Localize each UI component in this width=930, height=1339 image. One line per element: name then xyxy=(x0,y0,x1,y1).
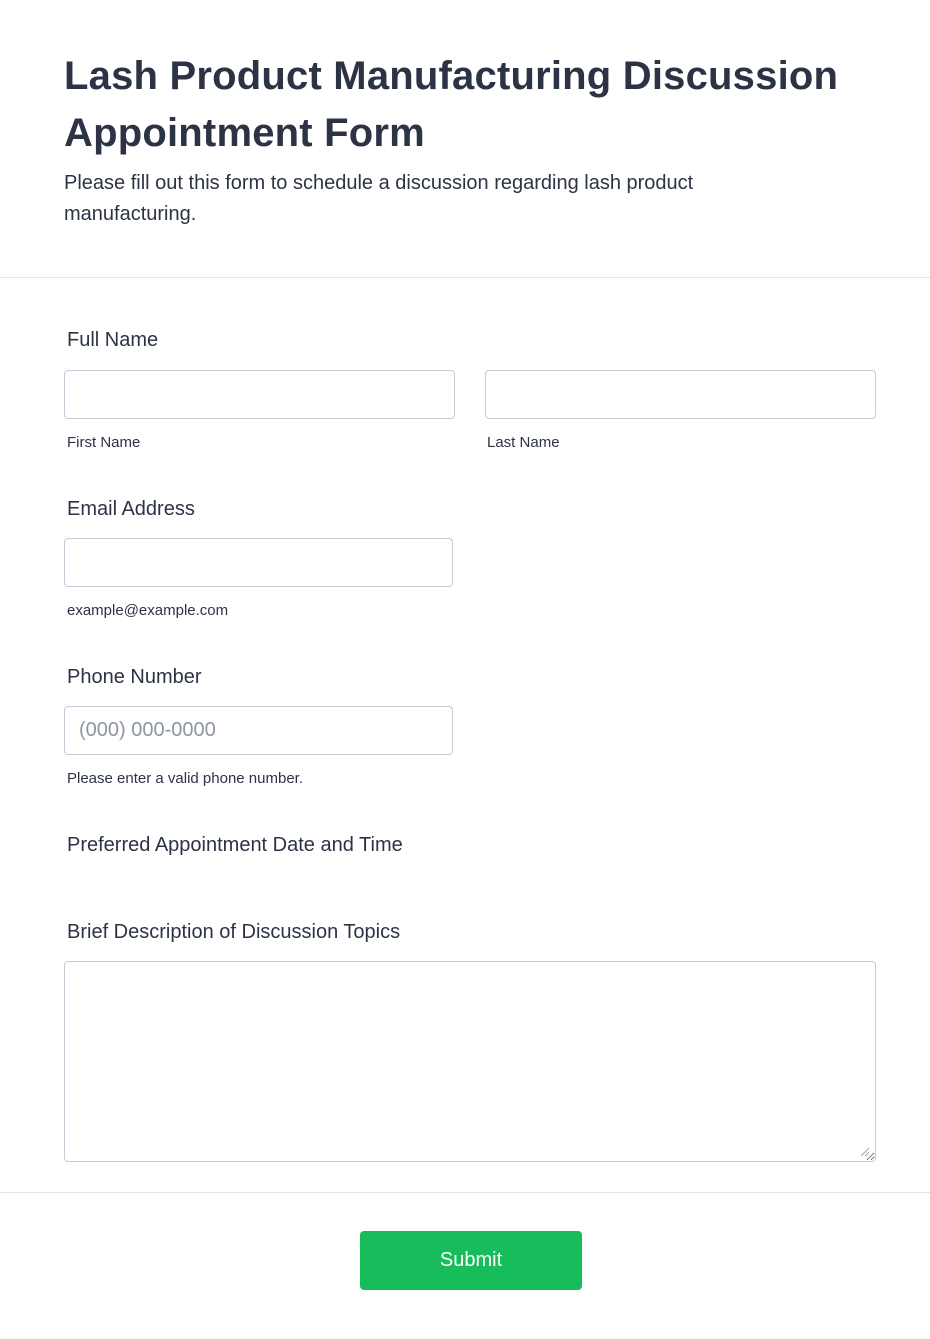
email-sublabel: example@example.com xyxy=(67,602,229,619)
description-textarea[interactable] xyxy=(64,961,876,1162)
form-header xyxy=(64,48,864,230)
phone-label: Phone Number xyxy=(67,666,202,688)
form-subtitle: Please fill out this form to schedule a discussion regarding lash product manufacturing. xyxy=(64,172,694,225)
header-divider xyxy=(0,277,930,278)
last-name-input[interactable] xyxy=(485,370,876,419)
last-name-sublabel: Last Name xyxy=(487,434,560,451)
phone-sublabel: Please enter a valid phone number. xyxy=(67,770,303,787)
appointment-label: Preferred Appointment Date and Time xyxy=(67,834,403,856)
form-title: Lash Product Manufacturing Discussion Appointment Form xyxy=(64,54,839,155)
email-input[interactable] xyxy=(64,538,453,587)
submit-button[interactable]: Submit xyxy=(360,1231,582,1290)
email-label: Email Address xyxy=(67,498,195,520)
full-name-label: Full Name xyxy=(67,329,159,351)
phone-input[interactable] xyxy=(64,706,453,755)
description-label: Brief Description of Discussion Topics xyxy=(67,921,401,943)
footer-divider xyxy=(0,1192,930,1193)
first-name-input[interactable] xyxy=(64,370,455,419)
first-name-sublabel: First Name xyxy=(67,434,141,451)
